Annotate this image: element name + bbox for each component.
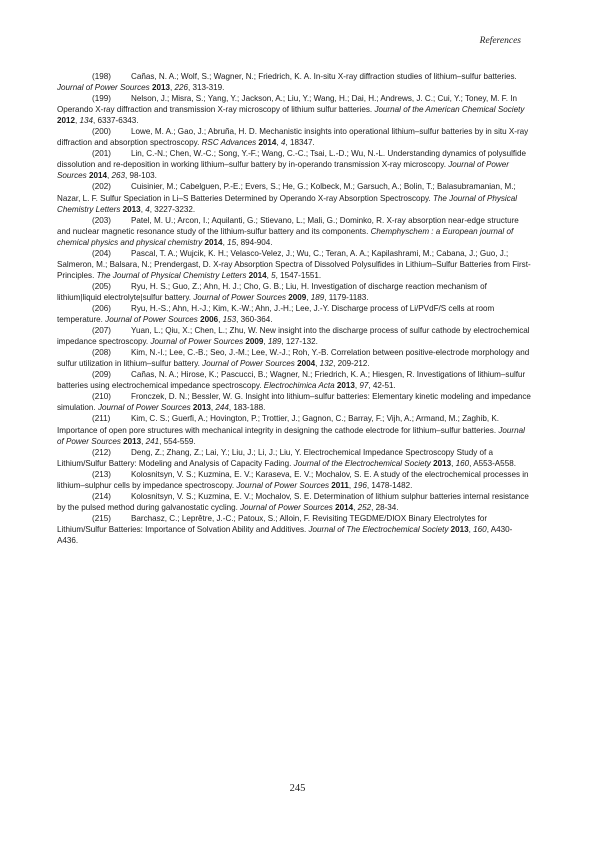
reference-list — [57, 71, 531, 546]
reference-text: , — [276, 138, 281, 148]
reference-number: (198) — [92, 72, 111, 81]
reference-text: , — [354, 381, 360, 391]
reference-italic-text: Journal of Power Sources — [57, 83, 150, 93]
reference-number: (213) — [92, 469, 111, 479]
reference-italic-text: Journal of Power Sources — [57, 425, 525, 446]
reference-text: , 6337-6343. — [93, 116, 139, 126]
reference-italic-text: Journal of Power Sources — [236, 480, 330, 490]
reference-text: , — [315, 359, 320, 369]
reference-entry — [57, 303, 531, 325]
reference-text: , 1478-1482. — [366, 480, 413, 490]
reference-year: 2013 — [192, 403, 211, 413]
reference-text: , 127-132. — [281, 337, 318, 347]
reference-text: Fronczek, D. N.; Bessler, W. G. Insight into lithium–sulfur batteries: Elementary kinetic modeling and impedance simulation. — [57, 392, 531, 413]
reference-year: 2014 — [248, 270, 267, 280]
reference-year: 2014 — [258, 138, 277, 148]
reference-text: , — [348, 480, 354, 490]
reference-italic-text: 226 — [174, 83, 188, 93]
reference-italic-text: 4 — [145, 204, 150, 214]
reference-text: Barchasz, C.; Leprêtre, J.-C.; Patoux, S.; Alloin, F. Revisiting TEGDME/DIOX Binary Electrolytes for Lithium/Sulfur Batteries: Importance of Solvation Ability and Additives. — [57, 513, 488, 534]
reference-text: , — [75, 116, 80, 126]
reference-text: Kolosnitsyn, V. S.; Kuzmina, E. V.; Mochalov, S. E. Determination of lithium sulphur batteries internal resistance by the pulsed method during galvanostatic cycling. — [57, 491, 529, 512]
reference-entry — [57, 248, 531, 281]
reference-italic-text: 160 — [455, 458, 470, 468]
reference-number: (201) — [92, 149, 111, 159]
reference-text: , 554-559. — [159, 436, 196, 446]
reference-entry — [57, 413, 531, 446]
reference-italic-text: Journal of Power Sources — [193, 292, 286, 302]
reference-text: , — [169, 83, 175, 93]
reference-year: 2013 — [122, 204, 141, 214]
reference-italic-text: Journal of Power Sources — [150, 337, 244, 347]
reference-text: Kim, C. S.; Guerfi, A.; Hovington, P.; Trottier, J.; Gagnon, C.; Barray, F.; Vijh, A.; Armand, M.; Zaghib, K. Importance of open pore structures with mechanical integrity in designing the cathode electrode for lithium–sulfur batteries. — [57, 414, 499, 435]
reference-italic-text: 15 — [227, 237, 237, 247]
reference-italic-text: Journal of Power Sources — [240, 502, 333, 512]
reference-year: 2009 — [288, 292, 307, 302]
reference-year: 2013 — [336, 381, 355, 391]
reference-entry — [57, 491, 531, 513]
reference-text: Ryu, H. S.; Guo, Z.; Ahn, H. J.; Cho, G. B.; Liu, H. Investigation of discharge reaction mechanism of lithium|liquid electrolyte|sulfur battery. — [57, 281, 487, 302]
reference-text: , — [141, 436, 146, 446]
reference-entry — [57, 513, 531, 546]
running-header: References — [479, 36, 521, 46]
reference-text: , 183-188. — [228, 403, 266, 413]
reference-text: , — [106, 171, 112, 181]
reference-text: , 1179-1183. — [324, 292, 369, 302]
reference-italic-text: RSC Advances — [201, 138, 257, 148]
reference-italic-text: 241 — [145, 436, 160, 446]
reference-entry — [57, 71, 531, 93]
reference-text: Kim, N.-I.; Lee, C.-B.; Seo, J.-M.; Lee, W.-J.; Roh, Y.-B. Correlation between positive-electrode morphology and sulfur utilization in lithium–sulfur battery. — [57, 348, 530, 369]
reference-italic-text: 97 — [359, 381, 369, 391]
reference-italic-text: Chemphyschem : a European journal of chemical physics and physical chemistry — [57, 226, 514, 247]
reference-number: (212) — [92, 447, 111, 457]
reference-year: 2014 — [88, 171, 107, 181]
reference-text: , — [353, 502, 358, 512]
reference-year: 2013 — [151, 83, 170, 93]
reference-text: , A430-A436. — [57, 524, 513, 545]
reference-text: Cañas, N. A.; Hirose, K.; Pascucci, B.; Wagner, N.; Friedrich, K. A.; Hiesgen, R. Investigations of lithium–sulfur batteries using electrochemical impedance spectroscopy. — [57, 370, 526, 391]
reference-text: Ryu, H.-S.; Ahn, H.-J.; Kim, K.-W.; Ahn, J.-H.; Lee, J.-Y. Discharge process of Li/PVdF/S cells at room temperature. — [57, 303, 495, 325]
reference-year: 2011 — [331, 480, 349, 490]
reference-italic-text: Journal of The Electrochemical Society — [308, 524, 449, 534]
reference-year: 2004 — [297, 359, 316, 369]
reference-number: (207) — [92, 326, 111, 336]
reference-number: (214) — [92, 491, 111, 501]
reference-text: , 98-103. — [124, 171, 157, 181]
reference-text: , — [263, 337, 268, 347]
reference-text: Pascal, T. A.; Wujcik, K. H.; Velasco-Velez, J.; Wu, C.; Teran, A. A.; Kapilashrami, M.; Cabana, J.; Guo, J.; Salmeron, M.; Balsara, N.; Prendergast, D. X-ray Absorption Spectra of Dissolved Polysulfides in Lithium–Sulfur Batteries from First-Principles. — [57, 248, 531, 280]
page-number: 245 — [289, 783, 306, 794]
reference-entry — [57, 93, 531, 126]
reference-text: , 42-51. — [368, 381, 396, 391]
reference-entry — [57, 126, 531, 148]
reference-text: , 18347. — [285, 138, 315, 148]
reference-italic-text: 252 — [357, 502, 372, 512]
reference-italic-text: 189 — [310, 292, 325, 302]
reference-text: , 1547-1551. — [275, 270, 322, 280]
reference-text: Nelson, J.; Misra, S.; Yang, Y.; Jackson, A.; Liu, Y.; Wang, H.; Dai, H.; Andrews, J. C.; Cui, Y.; Toney, M. F. In Operando X-ray diffraction and transmission X-ray microscopy of lithium sulfur batteries. — [57, 94, 517, 115]
reference-entry — [57, 391, 531, 413]
reference-entry — [57, 325, 531, 347]
reference-text: , — [266, 270, 272, 280]
reference-text: Yuan, L.; Qiu, X.; Chen, L.; Zhu, W. New insight into the discharge process of sulfur cathode by electrochemical impedance spectroscopy. — [57, 326, 530, 347]
reference-text: , — [306, 292, 311, 302]
reference-italic-text: The Journal of Physical Chemistry Letters — [96, 270, 247, 280]
reference-italic-text: 244 — [215, 403, 229, 413]
reference-text: , — [222, 237, 228, 247]
reference-year: 2014 — [204, 237, 223, 247]
reference-italic-text: Journal of Power Sources — [57, 160, 509, 181]
reference-italic-text: Journal of Power Sources — [202, 359, 295, 369]
reference-number: (205) — [92, 281, 111, 291]
reference-text: Cuisinier, M.; Cabelguen, P.-E.; Evers, S.; He, G.; Kolbeck, M.; Garsuch, A.; Bolin, T.; Balasubramanian, M.; Nazar, L. F. Sulfur Speciation in Li–S Batteries Determined by Operando X-ray Absorption Spectroscopy. — [57, 182, 516, 203]
reference-entry — [57, 447, 531, 469]
reference-entry — [57, 469, 531, 491]
reference-italic-text: 263 — [111, 171, 125, 181]
reference-text: , 360-364. — [236, 315, 273, 325]
reference-italic-text: Journal of Power Sources — [97, 403, 191, 413]
reference-number: (199) — [92, 94, 111, 104]
reference-year: 2013 — [123, 436, 142, 446]
reference-text: , — [218, 315, 223, 325]
reference-text: Kolosnitsyn, V. S.; Kuzmina, E. V.; Karaseva, E. V.; Mochalov, S. E. A study of the electrochemical processes in lithium–sulphur cells by impedance spectroscopy. — [57, 469, 529, 490]
reference-italic-text: 4 — [280, 138, 286, 148]
reference-italic-text: Journal of the Electrochemical Society — [293, 458, 431, 468]
reference-italic-text: 160 — [473, 524, 487, 534]
reference-entry — [57, 347, 531, 369]
reference-entry — [57, 369, 531, 391]
reference-year: 2014 — [335, 502, 354, 512]
reference-text: , 3227-3232. — [149, 204, 196, 214]
reference-text: , A553-A558. — [469, 458, 516, 468]
reference-text: , — [468, 524, 474, 534]
reference-italic-text: 5 — [271, 270, 276, 280]
reference-number: (210) — [92, 392, 111, 402]
reference-italic-text: 153 — [222, 315, 237, 325]
reference-text: , — [140, 204, 146, 214]
reference-italic-text: Journal of the American Chemical Society — [374, 105, 525, 115]
reference-year: 2009 — [245, 337, 264, 347]
reference-number: (203) — [92, 215, 111, 225]
reference-year: 2006 — [200, 315, 219, 325]
reference-number: (202) — [92, 182, 111, 192]
reference-number: (200) — [92, 127, 111, 137]
reference-number: (209) — [92, 370, 111, 380]
reference-text: Cañas, N. A.; Wolf, S.; Wagner, N.; Friedrich, K. A. In-situ X-ray diffraction studies of lithium–sulfur batteries. — [131, 72, 517, 81]
reference-year: 2013 — [450, 524, 469, 534]
reference-year: 2012 — [57, 116, 76, 126]
reference-italic-text: 189 — [267, 337, 282, 347]
reference-text: Lowe, M. A.; Gao, J.; Abruña, H. D. Mechanistic insights into operational lithium–sulfur batteries by in situ X-ray diffraction and absorption spectroscopy. — [57, 127, 529, 148]
reference-text: Patel, M. U.; Arcon, I.; Aquilanti, G.; Stievano, L.; Mali, G.; Dominko, R. X-ray absorption near-edge structure and nuclear magnetic resonance study of the lithium-sulfur battery and its components. — [57, 215, 519, 236]
reference-italic-text: The Journal of Physical Chemistry Letters — [57, 193, 518, 214]
reference-text: , — [210, 403, 216, 413]
reference-italic-text: 132 — [319, 359, 334, 369]
reference-text: Lin, C.-N.; Chen, W.-C.; Song, Y.-F.; Wang, C.-C.; Tsai, L.-D.; Wu, N.-L. Understanding dynamics of polysulfide dissolution and re-deposition in working lithium–sulfur battery by in-operando transmission X-ray microscopy. — [57, 149, 526, 170]
reference-text: , 209-212. — [333, 359, 370, 369]
reference-entry — [57, 281, 531, 303]
reference-year: 2013 — [433, 458, 452, 468]
reference-italic-text: Journal of Power Sources — [105, 315, 198, 325]
reference-number: (215) — [92, 513, 111, 523]
reference-entry — [57, 148, 531, 181]
reference-text: , — [451, 458, 456, 468]
reference-number: (211) — [92, 414, 111, 424]
reference-italic-text: Electrochimica Acta — [263, 381, 335, 391]
reference-italic-text: 196 — [353, 480, 367, 490]
reference-text: , 313-319. — [187, 83, 225, 93]
reference-number: (206) — [92, 303, 111, 313]
reference-entry — [57, 215, 531, 248]
reference-italic-text: 134 — [79, 116, 94, 126]
reference-number: (204) — [92, 248, 111, 258]
reference-entry — [57, 181, 531, 214]
reference-text: , 28-34. — [371, 502, 399, 512]
reference-text: , 894-904. — [236, 237, 273, 247]
reference-number: (208) — [92, 348, 111, 358]
reference-text: Deng, Z.; Zhang, Z.; Lai, Y.; Liu, J.; Li, J.; Liu, Y. Electrochemical Impedance Spectroscopy Study of a Lithium/Sulfur Battery: Modeling and Analysis of Capacity Fading. — [57, 447, 494, 468]
